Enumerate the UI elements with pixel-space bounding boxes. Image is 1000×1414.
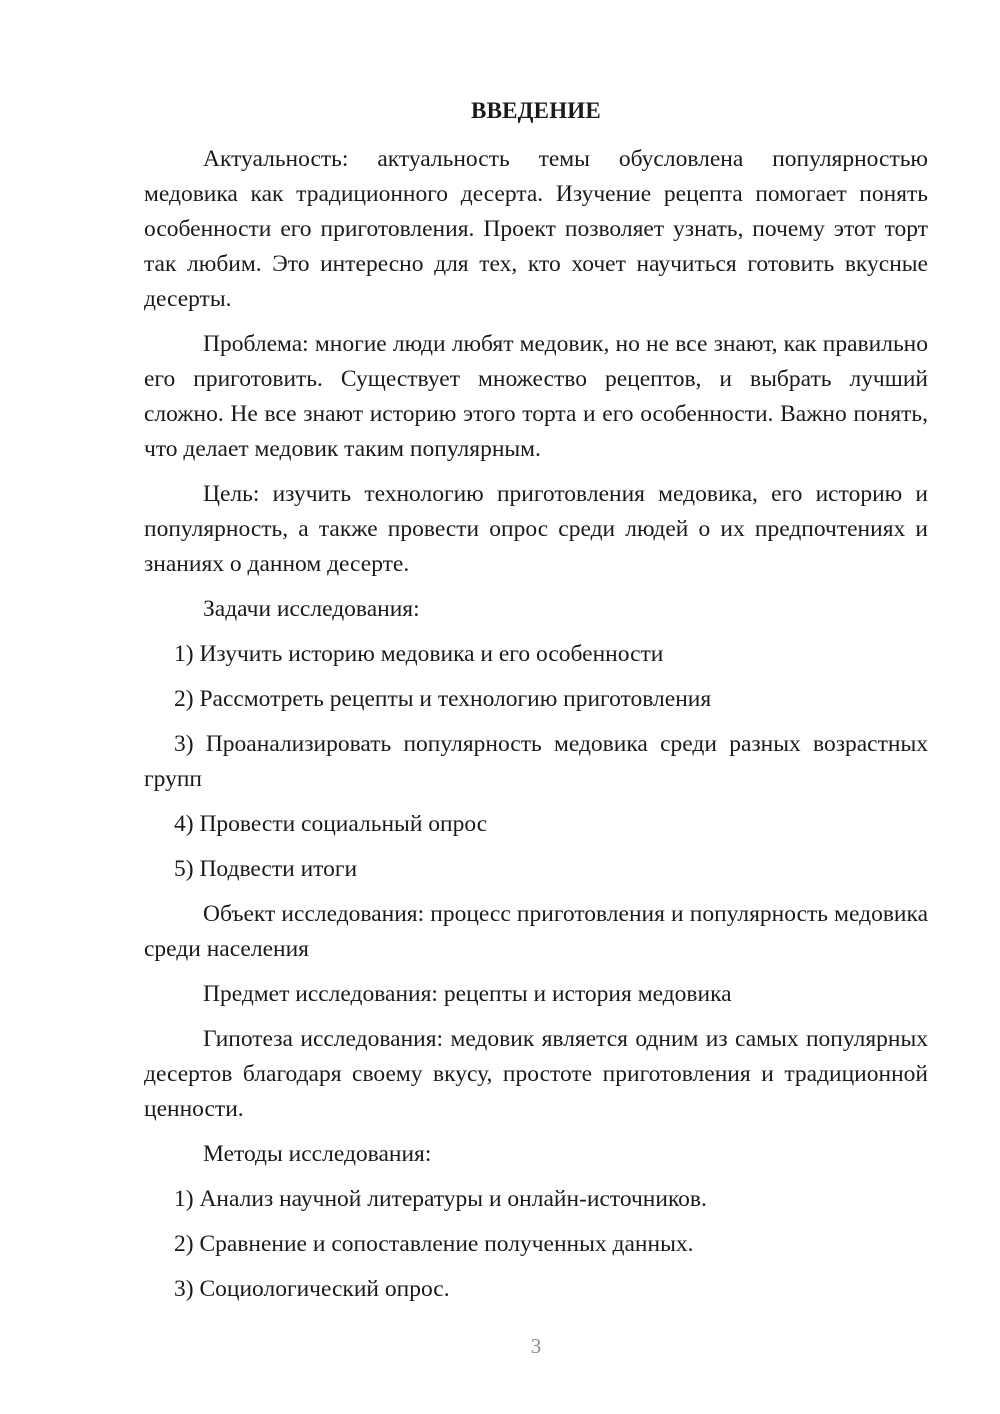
section-body [144, 142, 928, 1317]
task-item-5: 5) Подвести итоги [174, 856, 358, 882]
task-item-3: 3) Проанализировать популярность медовика среди разных возрастных групп [144, 731, 928, 792]
tasks-heading: Задачи исследования: [203, 596, 420, 622]
methods-heading: Методы исследования: [203, 1141, 432, 1167]
task-item-4: 4) Провести социальный опрос [174, 811, 488, 837]
task-item-1: 1) Изучить историю медовика и его особенности [174, 641, 664, 667]
goal-paragraph: Цель: изучить технологию приготовления медовика, его историю и популярность, а также провести опрос среди людей о их предпочтениях и знаниях о данном десерте. [144, 481, 928, 577]
task-item-2: 2) Рассмотреть рецепты и технологию приготовления [174, 686, 712, 712]
problem-paragraph: Проблема: многие люди любят медовик, но не все знают, как правильно его приготовить. Существует множество рецептов, и выбрать лучший сложно. Не все знают историю этого торта и его особенности. Важно понять, что делает медовик таким популярным. [144, 331, 928, 462]
method-item-1: 1) Анализ научной литературы и онлайн-источников. [174, 1186, 707, 1212]
page-number: 3 [530, 1334, 542, 1358]
object-paragraph: Объект исследования: процесс приготовления и популярность медовика среди населения [144, 901, 928, 962]
hypothesis-paragraph: Гипотеза исследования: медовик является одним из самых популярных десертов благодаря своему вкусу, простоте приготовления и традиционной ценности. [144, 1026, 928, 1122]
section-title: ВВЕДЕНИЕ [471, 98, 601, 123]
method-item-2: 2) Сравнение и сопоставление полученных данных. [174, 1231, 694, 1257]
method-item-3: 3) Социологический опрос. [174, 1276, 450, 1302]
subject-paragraph: Предмет исследования: рецепты и история медовика [203, 981, 732, 1007]
relevance-paragraph: Актуальность: актуальность темы обусловлена популярностью медовика как традиционного десерта. Изучение рецепта помогает понять особенности его приготовления. Проект позволяет узнать, почему этот торт так любим. Это интересно для тех, кто хочет научиться готовить вкусные десерты. [144, 146, 928, 312]
